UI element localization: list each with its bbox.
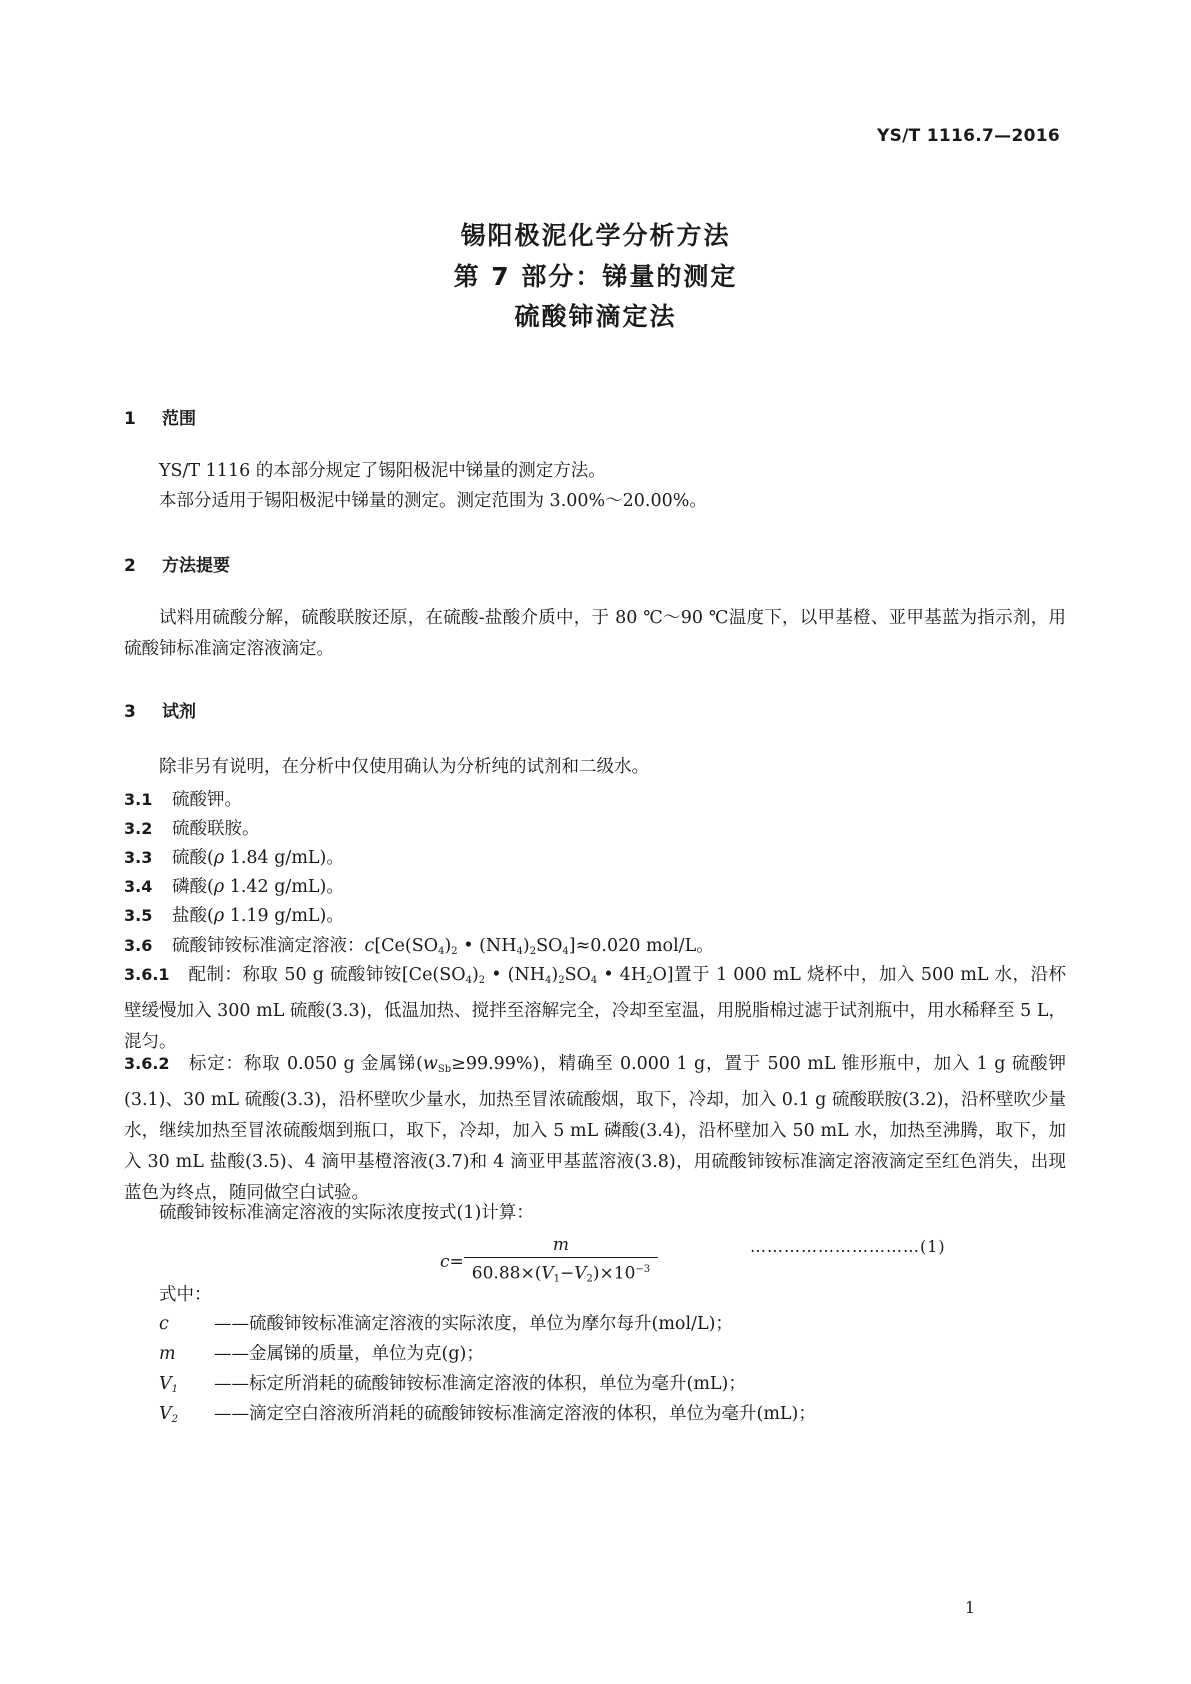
variable-description: ——金属锑的质量，单位为克(g)； (214, 1344, 484, 1364)
item-number: 3.1 (124, 790, 153, 809)
page-number: 1 (964, 1598, 975, 1617)
item-text: 硫酸钾。 (172, 790, 242, 810)
item-number: 3.4 (124, 877, 153, 896)
section-number: 2 (124, 556, 136, 576)
variable-description: ——硫酸铈铵标准滴定溶液的实际浓度，单位为摩尔每升(mol/L)； (214, 1314, 733, 1334)
scope-paragraph-2: 本部分适用于锡阳极泥中锑量的测定。测定范围为 3.00%～20.00%。 (159, 491, 707, 511)
item-number: 3.6.1 (124, 965, 170, 984)
formula-1: c= $\frac{m}{60.88\times(V_1-V_2)\times 10^{-3}}$ (440, 1233, 658, 1292)
where-label: 式中： (159, 1285, 212, 1305)
density-symbol: ρ (213, 906, 225, 926)
variable-description: ——滴定空白溶液所消耗的硫酸铈铵标准滴定溶液的体积，单位为毫升(mL)； (214, 1404, 816, 1424)
variable-definition (159, 1370, 746, 1395)
section-title: 试剂 (162, 702, 196, 722)
title-line-2: 第 7 部分：锑量的测定 (453, 262, 738, 291)
variable-symbol: c (159, 1314, 169, 1334)
variable-symbol: $V_1$ (159, 1374, 179, 1395)
item-number: 3.6.2 (124, 1054, 170, 1073)
variable-definition (159, 1400, 816, 1425)
item-number: 3.5 (124, 906, 153, 925)
variable-definition (159, 1340, 484, 1365)
section-heading-reagents (124, 697, 196, 722)
summary-paragraph: 试料用硫酸分解，硫酸联胺还原，在硫酸-盐酸介质中，于 80 ℃～90 ℃温度下，以甲基橙、亚甲基蓝为指示剂，用硫酸铈标准滴定溶液滴定。 (124, 608, 1066, 659)
reagent-item-3-6-1: 3.6.1 配制：称取 50 g 硫酸铈铵[$Ce(SO_4)_2$ • $(NH_4)_2SO_4$ • $4H_2O$]置于 1 000 mL 烧杯中，加入 500 mL 水，沿杯壁缓慢加入 300 mL 硫酸(3.3)，低温加热、搅拌至溶解完全，冷却至室温，用脱脂棉过滤于试剂瓶中，用水稀释至 5 L，混匀。 (124, 959, 1066, 1058)
reagent-item: 3.3 硫酸(ρ 1.84 g/mL)。 (124, 848, 344, 868)
section-number: 1 (124, 409, 136, 429)
reagent-item-3-6-2: 3.6.2 标定：称取 0.050 g 金属锑$(w_{Sb}\ge 99.99\%)$，精确至 0.000 1 g，置于 500 mL 锥形瓶中，加入 1 g 硫酸钾(3.1)、30 mL 硫酸(3.3)，沿杯壁吹少量水，加热至冒浓硫酸烟，取下，冷却，加入 0.1 g 硫酸联胺(3.2)，沿杯壁吹少量水，继续加热至冒浓硫酸烟到瓶口，取下，冷却，加入 5 mL 磷酸(3.4)，沿杯壁加入 50 mL 水，加热至沸腾，取下，加入 30 mL 盐酸(3.5)、4 滴甲基橙溶液(3.7)和 4 滴亚甲基蓝溶液(3.8)，用硫酸铈铵标准滴定溶液滴定至红色消失，出现蓝色为终点，随同做空白试验。 (124, 1048, 1066, 1209)
density-symbol: ρ (213, 877, 225, 897)
reagent-item: 3.5 盐酸(ρ 1.19 g/mL)。 (124, 906, 344, 926)
item-number: 3.6 (124, 936, 153, 955)
title-line-1: 锡阳极泥化学分析方法 (460, 221, 731, 250)
reagent-item-3-6: 3.6 硫酸铈铵标准滴定溶液：$c[Ce(SO_4)_2$ • $(NH_4)_2SO_4]\approx 0.020$ mol/L。 (124, 936, 714, 957)
variable-symbol: m (159, 1344, 176, 1364)
item-text: 硫酸联胺。 (172, 819, 260, 839)
section-number: 3 (124, 702, 136, 722)
standard-number: YS/T 1116.7—2016 (877, 126, 1060, 146)
section-title: 范围 (162, 409, 196, 429)
reagent-item: 3.4 磷酸(ρ 1.42 g/mL)。 (124, 877, 344, 897)
variable-description: ——标定所消耗的硫酸铈铵标准滴定溶液的体积，单位为毫升(mL)； (214, 1374, 746, 1394)
formula-fraction (464, 1233, 658, 1292)
formula-lhs: c (440, 1251, 450, 1272)
formula-denominator: $60.88\times(V_1-V_2)\times 10^{-3}$ (471, 1263, 651, 1285)
variable-definition (159, 1310, 733, 1335)
reagent-item (124, 815, 260, 840)
variable-symbol: $V_2$ (159, 1404, 179, 1425)
item-number: 3.3 (124, 848, 153, 867)
density-symbol: ρ (213, 848, 225, 868)
scope-paragraph-1: YS/T 1116 的本部分规定了锡阳极泥中锑量的测定方法。 (159, 461, 606, 481)
formula-numerator: m (464, 1233, 658, 1258)
item-number: 3.2 (124, 819, 153, 838)
calculation-intro: 硫酸铈铵标准滴定溶液的实际浓度按式(1)计算： (159, 1203, 534, 1223)
equation-number: …………………………(1) (750, 1237, 946, 1256)
title-line-3: 硫酸铈滴定法 (514, 302, 677, 331)
reagents-intro: 除非另有说明，在分析中仅使用确认为分析纯的试剂和二级水。 (159, 757, 649, 777)
section-heading-summary (124, 551, 230, 576)
section-heading-scope (124, 404, 196, 429)
section-title: 方法提要 (162, 556, 230, 576)
reagent-item (124, 786, 242, 811)
